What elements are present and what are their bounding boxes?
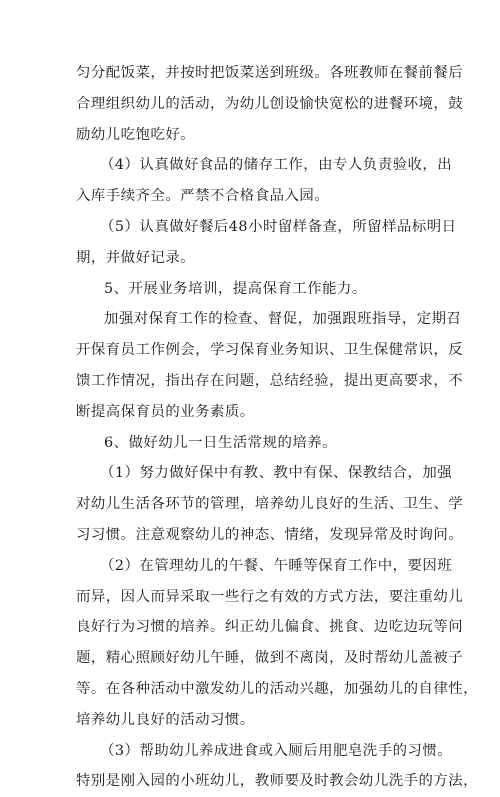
text-line: 馈工作情况，指出存在问题，总结经验，提出更高要求，不 xyxy=(76,372,464,389)
text-line: 培养幼儿良好的活动习惯。 xyxy=(76,711,255,728)
text-line: （5）认真做好餐后48小时留样备查，所留样品标明日 xyxy=(100,218,457,235)
text-line: 对幼儿生活各环节的管理，培养幼儿良好的生活、卫生、学 xyxy=(76,496,464,513)
text-line: 加强对保育工作的检查、督促，加强跟班指导，定期召 xyxy=(104,311,462,328)
section-heading: 6、做好幼儿一日生活常规的培养。 xyxy=(104,434,338,451)
text-line: 习习惯。注意观察幼儿的神态、情绪，发现异常及时询问。 xyxy=(76,526,464,543)
text-line: 题，精心照顾好幼儿午睡，做到不离岗，及时帮幼儿盖被子 xyxy=(76,650,464,667)
text-line: 断提高保育员的业务素质。 xyxy=(76,403,255,420)
text-line: （2）在管理幼儿的午餐、午睡等保育工作中，要因班 xyxy=(100,557,453,574)
text-line: 而异，因人而异采取一些行之有效的方式方法，要注重幼儿 xyxy=(76,588,464,605)
text-line: 合理组织幼儿的活动，为幼儿创设愉快宽松的进餐环境，鼓 xyxy=(76,95,464,112)
text-line: （4）认真做好食品的储存工作，由专人负责验收，出 xyxy=(100,157,453,174)
text-line: 励幼儿吃饱吃好。 xyxy=(76,126,196,143)
text-line: 开保育员工作例会，学习保育业务知识、卫生保健常识，反 xyxy=(76,342,464,359)
text-line: （1）努力做好保中有教、教中有保、保教结合，加强 xyxy=(100,465,453,482)
text-line: 匀分配饭菜，并按时把饭菜送到班级。各班教师在餐前餐后 xyxy=(76,65,464,81)
text-line: 期，并做好记录。 xyxy=(76,249,196,266)
text-line: 良好行为习惯的培养。纠正幼儿偏食、挑食、边吃边玩等问 xyxy=(76,619,464,636)
text-line: 等。在各种活动中激发幼儿的活动兴趣，加强幼儿的自律性， xyxy=(76,680,479,697)
body-text xyxy=(76,58,479,797)
section-heading: 5、开展业务培训，提高保育工作能力。 xyxy=(104,280,367,297)
text-line: 特别是刚入园的小班幼儿，教师要及时教会幼儿洗手的方法， xyxy=(76,773,479,790)
text-line: 入库手续齐全。严禁不合格食品入园。 xyxy=(76,188,330,205)
text-line: （3）帮助幼儿养成进食或入厕后用肥皂洗手的习惯。 xyxy=(100,742,453,759)
